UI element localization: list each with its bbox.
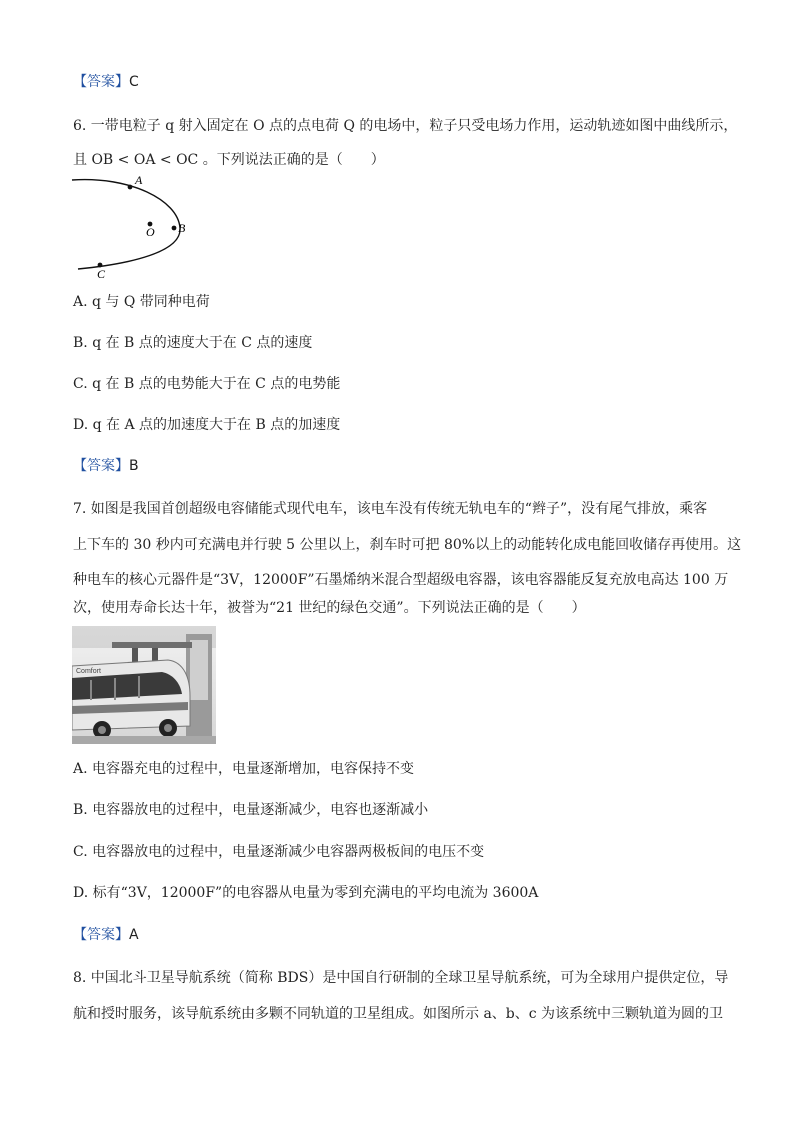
answer-line-q7	[73, 925, 139, 945]
point-a	[128, 185, 133, 190]
label-a: A	[135, 173, 143, 187]
label-b: B	[178, 221, 186, 235]
question-6-stem-line-2: 且 OB < OA < OC 。下列说法正确的是（ ）	[73, 152, 385, 168]
point-b	[172, 226, 177, 231]
label-c: C	[97, 267, 106, 281]
question-8-stem-line-2: 航和授时服务，该导航系统由多颗不同轨道的卫星组成。如图所示 a、b、c 为该系统中三颗轨道为圆的卫	[73, 1006, 724, 1022]
question-7-stem-line-3: 种电车的核心元器件是“3V，12000F”石墨烯纳米混合型超级电容器，该电容器能反复充放电高达 100 万	[73, 572, 729, 588]
option-b: B. q 在 B 点的速度大于在 C 点的速度	[73, 335, 313, 351]
answer-tag: 【答案】	[73, 74, 129, 90]
label-o: O	[146, 225, 155, 239]
option-c: C. q 在 B 点的电势能大于在 C 点的电势能	[73, 376, 341, 392]
bus-side-text: Comfort	[76, 668, 101, 675]
answer-tag: 【答案】	[73, 927, 129, 943]
trajectory-curve	[72, 180, 180, 269]
option-d: D. 标有“3V，12000F”的电容器从电量为零到充满电的平均电流为 3600A	[73, 885, 539, 901]
answer-value: C	[129, 74, 139, 90]
electric-bus-photo	[72, 626, 216, 744]
option-a: A. 电容器充电的过程中，电量逐渐增加，电容保持不变	[73, 761, 415, 777]
answer-line-q5	[73, 72, 139, 92]
trajectory-figure	[70, 172, 200, 282]
option-a: A. q 与 Q 带同种电荷	[73, 294, 210, 310]
answer-value: A	[129, 927, 139, 943]
question-6-stem-line-1: 6. 一带电粒子 q 射入固定在 O 点的点电荷 Q 的电场中，粒子只受电场力作用，运动轨迹如图中曲线所示，	[73, 118, 738, 134]
option-c: C. 电容器放电的过程中，电量逐渐减少电容器两极板间的电压不变	[73, 844, 485, 860]
question-7-stem-line-4: 次，使用寿命长达十年，被誉为“21 世纪的绿色交通”。下列说法正确的是（ ）	[73, 600, 586, 616]
option-d: D. q 在 A 点的加速度大于在 B 点的加速度	[73, 417, 341, 433]
question-7-stem-line-2: 上下车的 30 秒内可充满电并行驶 5 公里以上，刹车时可把 80%以上的动能转化成电能回收储存再使用。这	[73, 537, 742, 553]
answer-tag: 【答案】	[73, 458, 129, 474]
question-7-stem-line-1: 7. 如图是我国首创超级电容储能式现代电车，该电车没有传统无轨电车的“辫子”，没有尾气排放，乘客	[73, 501, 708, 517]
answer-value: B	[129, 458, 139, 474]
question-8-stem-line-1: 8. 中国北斗卫星导航系统（简称 BDS）是中国自行研制的全球卫星导航系统，可为全球用户提供定位，导	[73, 970, 729, 986]
option-b: B. 电容器放电的过程中，电量逐渐减少，电容也逐渐减小	[73, 802, 429, 818]
answer-line-q6	[73, 456, 139, 476]
